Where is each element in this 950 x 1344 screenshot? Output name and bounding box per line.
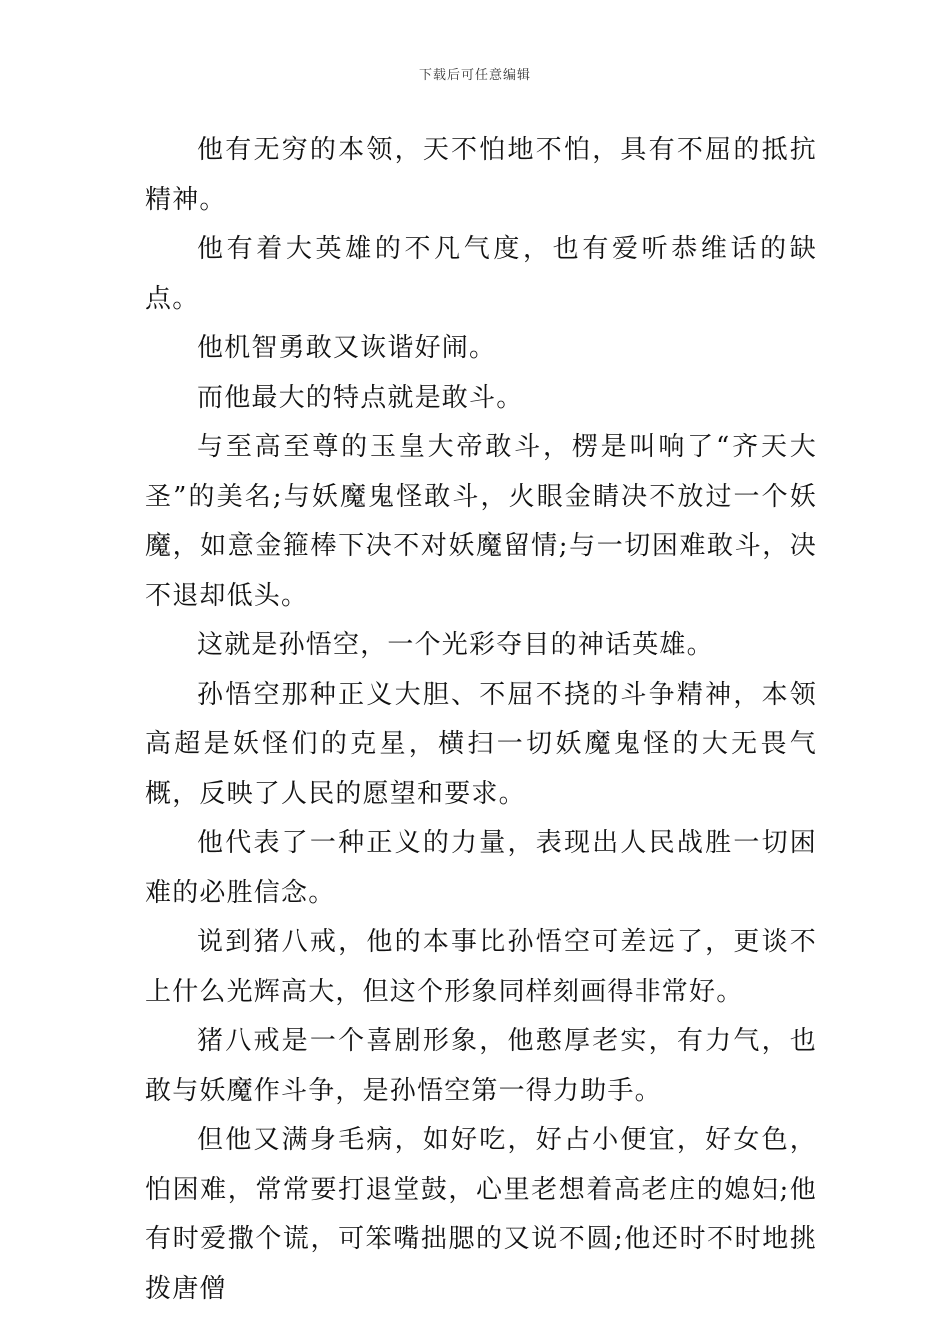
- page-header: 下载后可任意编辑: [418, 68, 531, 83]
- paragraph: 说到猪八戒，他的本事比孙悟空可差远了，更谈不上什么光辉高大，但这个形象同样刻画得非常好。: [145, 927, 817, 1007]
- paragraph: 而他最大的特点就是敢斗。: [197, 382, 524, 413]
- paragraph: 他有着大英雄的不凡气度，也有爱听恭维话的缺点。: [145, 234, 817, 314]
- paragraph: 孙悟空那种正义大胆、不屈不挠的斗争精神，本领高超是妖怪们的克星，横扫一切妖魔鬼怪的大无畏气概，反映了人民的愿望和要求。: [145, 679, 817, 809]
- paragraph: 他代表了一种正义的力量，表现出人民战胜一切困难的必胜信念。: [145, 828, 817, 908]
- paragraph: 猪八戒是一个喜剧形象，他憨厚老实，有力气，也敢与妖魔作斗争，是孙悟空第一得力助手。: [145, 1026, 817, 1106]
- paragraph: 这就是孙悟空，一个光彩夺目的神话英雄。: [197, 630, 714, 660]
- paragraph: 他机智勇敢又诙谐好闹。: [197, 333, 497, 363]
- paragraph: 他有无穷的本领，天不怕地不怕，具有不屈的抵抗精神。: [145, 135, 817, 215]
- document-body: [145, 126, 817, 1314]
- paragraph: 与至高至尊的玉皇大帝敢斗，楞是叫响了“齐天大圣”的美名;与妖魔鬼怪敢斗，火眼金睛决不放过一个妖魔，如意金箍棒下决不对妖魔留情;与一切困难敢斗，决不退却低头。: [145, 432, 817, 611]
- paragraph: 但他又满身毛病，如好吃，好占小便宜，好女色，怕困难，常常要打退堂鼓，心里老想着高老庄的媳妇;他有时爱撒个谎，可笨嘴拙腮的又说不圆;他还时不时地挑拨唐僧: [145, 1125, 817, 1304]
